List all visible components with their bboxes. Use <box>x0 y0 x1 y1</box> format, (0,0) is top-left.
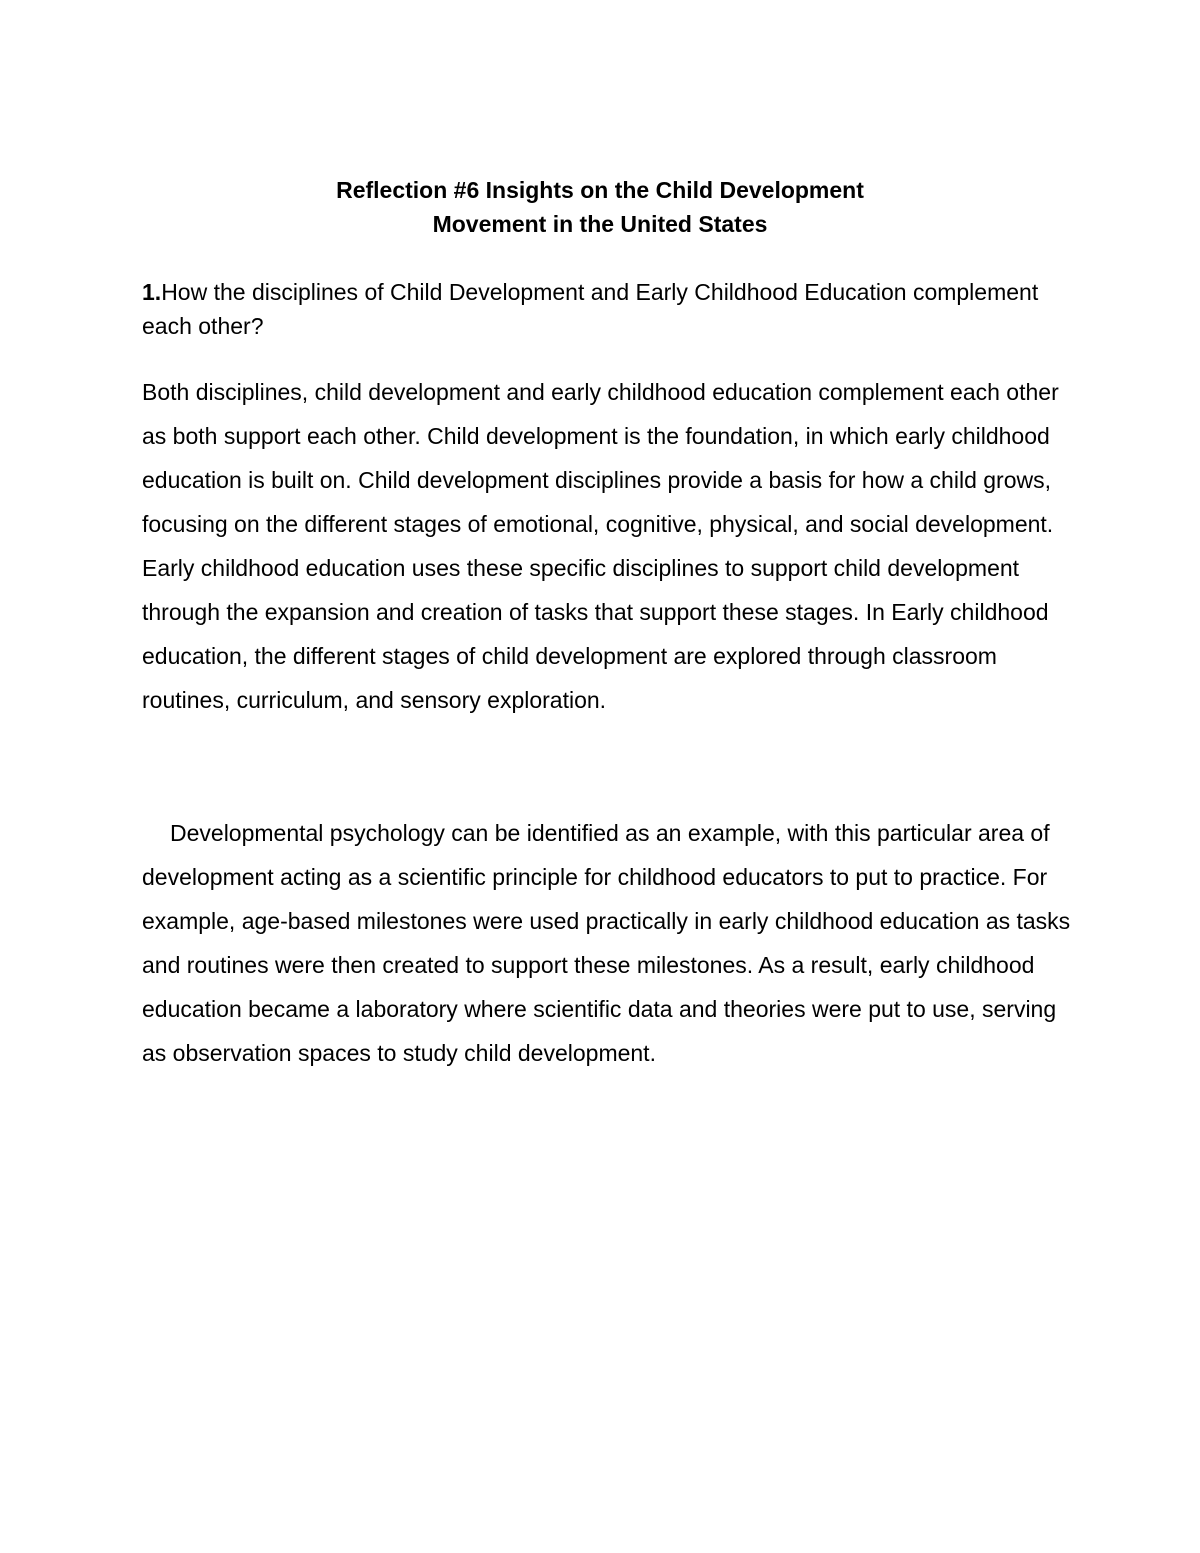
question-number: 1. <box>142 279 162 305</box>
question-1 <box>142 275 1062 343</box>
answer-paragraph-2: Developmental psychology can be identified as an example, with this particular area of development acting as a scientific principle for childhood educators to put to practice. For example, age-based milestones were used practically in early childhood education as tasks and routines were then created to support these milestones. As a result, early childhood education became a laboratory where scientific data and theories were put to use, serving as observation spaces to study child development. <box>142 820 1071 1066</box>
answer-paragraph-1: Both disciplines, child development and early childhood education complement each other as both support each other. Child development is the foundation, in which early childhood education is built on. Child development disciplines provide a basis for how a child grows, focusing on the different stages of emotional, cognitive, physical, and social development. Early childhood education uses these specific disciplines to support child development through the expansion and creation of tasks that support these stages. In Early childhood education, the different stages of child development are explored through classroom routines, curriculum, and sensory exploration. <box>142 379 1059 713</box>
document-title-line-1: Reflection #6 Insights on the Child Development <box>336 177 864 203</box>
document-title-line-2: Movement in the United States <box>432 211 768 237</box>
question-text: How the disciplines of Child Development and Early Childhood Education complement each other? <box>142 279 1039 339</box>
